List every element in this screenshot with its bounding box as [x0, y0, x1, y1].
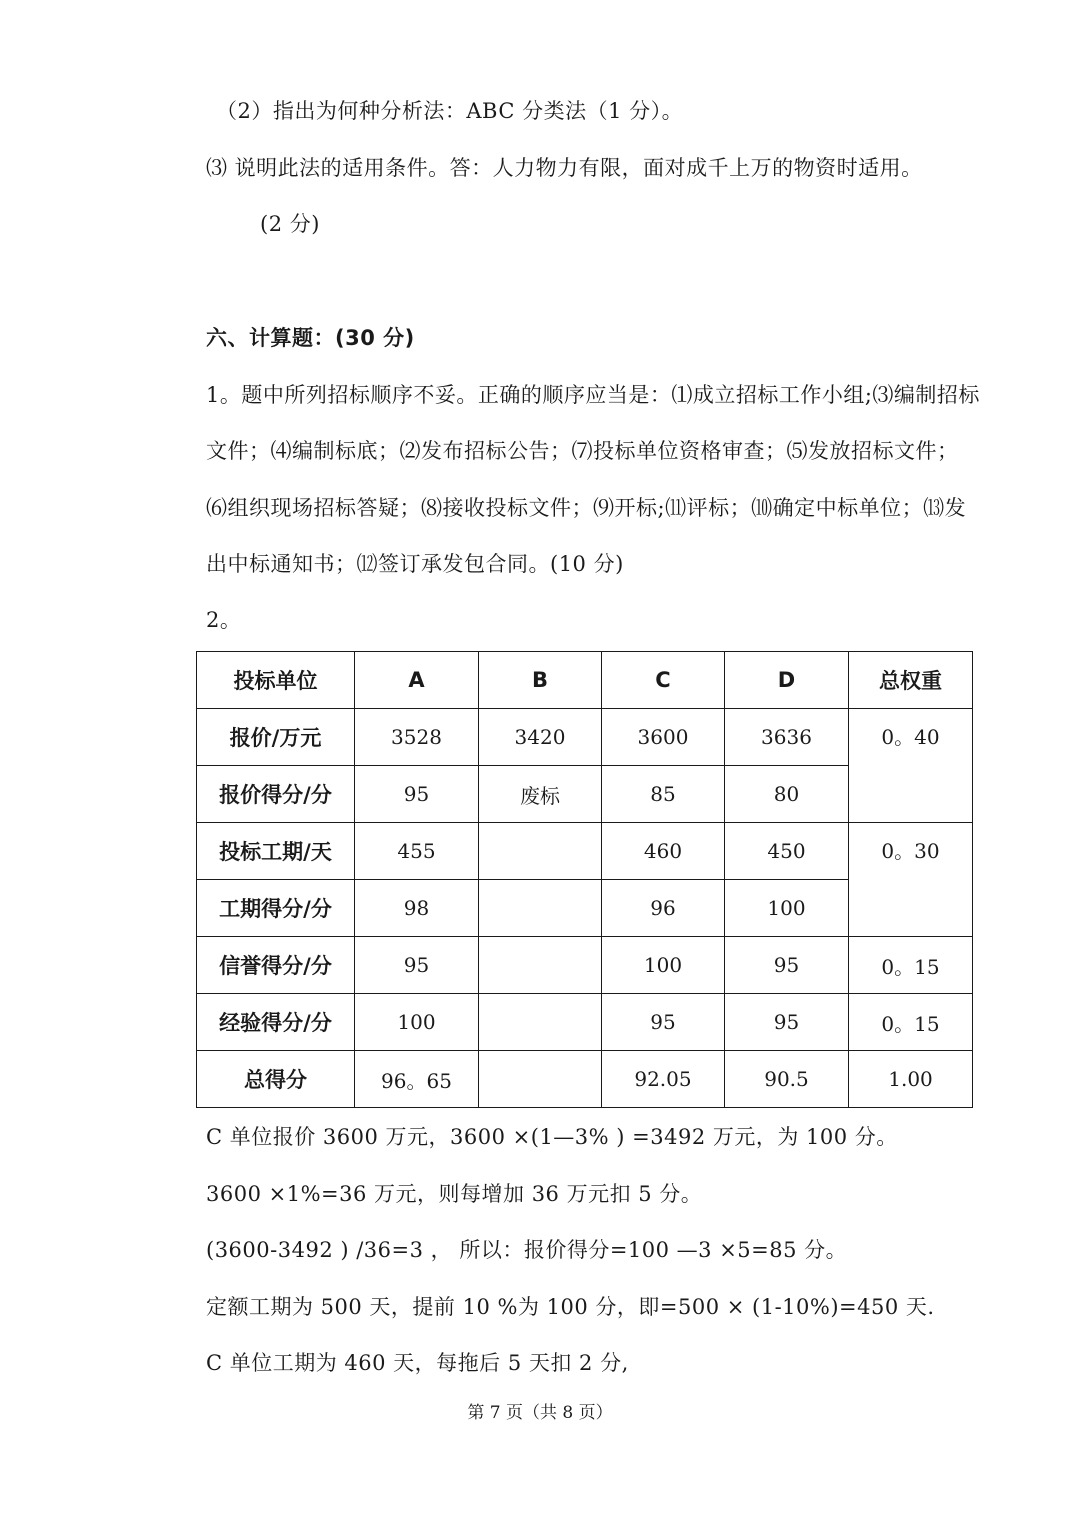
calc-note: 3600 ×1%=36 万元，则每增加 36 万元扣 5 分。 [206, 1182, 703, 1206]
table-cell: 3600 [602, 709, 725, 766]
table-cell: 98 [355, 880, 479, 937]
weight-cell: 1.00 [849, 1051, 973, 1108]
table-cell: 455 [355, 823, 479, 880]
table-cell: 95 [725, 937, 849, 994]
table-cell: 100 [725, 880, 849, 937]
table-row [197, 823, 973, 880]
table-cell [479, 1051, 602, 1108]
table-cell [479, 994, 602, 1051]
table-cell: 3420 [479, 709, 602, 766]
table-cell: 95 [602, 994, 725, 1051]
table-row [197, 937, 973, 994]
calc-note: C 单位报价 3600 万元，3600 ×(1—3% ) =3492 万元，为 100 分。 [206, 1125, 898, 1149]
table-cell: 95 [725, 994, 849, 1051]
row-label: 工期得分/分 [197, 880, 355, 937]
problem1-line: 出中标通知书；⑿签订承发包合同。(10 分) [206, 552, 624, 576]
header-c: C [602, 652, 725, 709]
table-cell: 90.5 [725, 1051, 849, 1108]
table-cell: 80 [725, 766, 849, 823]
table-row [197, 709, 973, 766]
problem2-number: 2。 [206, 608, 242, 632]
table-cell: 96。65 [355, 1051, 479, 1108]
table-cell: 3636 [725, 709, 849, 766]
table-cell [479, 823, 602, 880]
row-label: 总得分 [197, 1051, 355, 1108]
calc-note: C 单位工期为 460 天，每拖后 5 天扣 2 分, [206, 1351, 629, 1375]
weight-cell: 0。40 [849, 709, 973, 823]
table-cell: 100 [602, 937, 725, 994]
row-label: 经验得分/分 [197, 994, 355, 1051]
header-a: A [355, 652, 479, 709]
page-number-footer: 第 7 页（共 8 页） [467, 1403, 613, 1423]
table-row [197, 1051, 973, 1108]
table-cell: 95 [355, 766, 479, 823]
table-cell: 85 [602, 766, 725, 823]
bid-score-table [196, 651, 973, 1108]
weight-cell: 0。30 [849, 823, 973, 937]
row-label: 报价/万元 [197, 709, 355, 766]
header-total-weight: 总权重 [849, 652, 973, 709]
problem1-line: 文件；⑷编制标底；⑵发布招标公告；⑺投标单位资格审查；⑸发放招标文件； [206, 439, 959, 463]
weight-cell: 0。15 [849, 937, 973, 994]
table-header-row [197, 652, 973, 709]
table-cell: 450 [725, 823, 849, 880]
weight-cell: 0。15 [849, 994, 973, 1051]
header-b: B [479, 652, 602, 709]
table-cell: 95 [355, 937, 479, 994]
header-d: D [725, 652, 849, 709]
table-cell: 92.05 [602, 1051, 725, 1108]
row-label: 投标工期/天 [197, 823, 355, 880]
row-label: 报价得分/分 [197, 766, 355, 823]
answer-q2: （2）指出为何种分析法：ABC 分类法（1 分）。 [216, 99, 684, 123]
table-cell [479, 880, 602, 937]
problem1-line: 1。题中所列招标顺序不妥。正确的顺序应当是：⑴成立招标工作小组;⑶编制招标 [206, 383, 980, 407]
table-cell: 96 [602, 880, 725, 937]
problem1-line: ⑹组织现场招标答疑；⑻接收投标文件；⑼开标;⑾评标；⑽确定中标单位；⒀发 [206, 496, 967, 520]
calc-note: (3600-3492 ) /36=3 ， 所以：报价得分=100 —3 ×5=85 分。 [206, 1238, 848, 1262]
header-bid-unit: 投标单位 [197, 652, 355, 709]
answer-q3-score: (2 分) [260, 212, 320, 236]
section-title: 六、计算题：(30 分) [206, 326, 415, 350]
row-label: 信誉得分/分 [197, 937, 355, 994]
table-row [197, 994, 973, 1051]
table-cell: 460 [602, 823, 725, 880]
table-cell: 100 [355, 994, 479, 1051]
table-cell: 废标 [479, 766, 602, 823]
table-cell: 3528 [355, 709, 479, 766]
table-cell [479, 937, 602, 994]
calc-note: 定额工期为 500 天，提前 10 %为 100 分，即=500 × (1-10%)=450 天. [206, 1295, 935, 1319]
answer-q3: ⑶ 说明此法的适用条件。答：人力物力有限，面对成千上万的物资时适用。 [206, 156, 923, 180]
